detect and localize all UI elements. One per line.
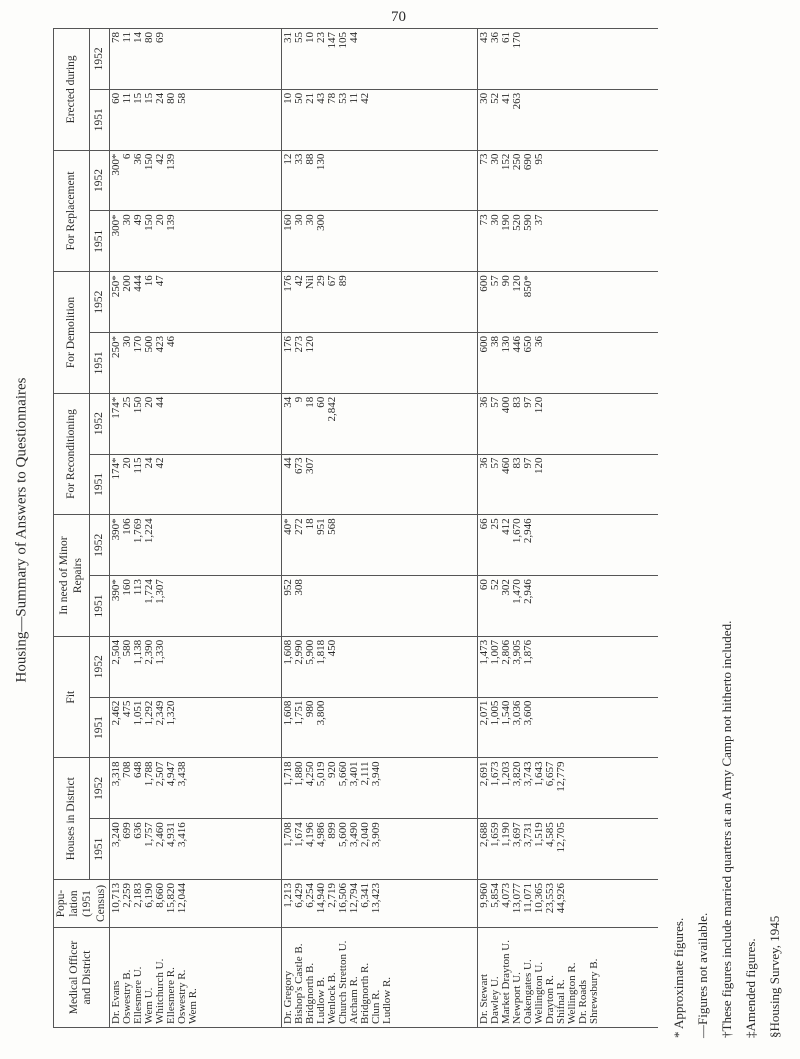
erected-1952-cell: 78 11 14 80 69 [109,29,281,90]
header-replacement: For Replacement [54,150,90,272]
year-1952: 1952 [90,393,110,454]
footnote: * Approximate figures. [671,917,686,1038]
table-row [109,29,281,1028]
header-houses: Houses in District [54,758,90,880]
demolition-1951-cell: 250* 30 170 500 423 46 [109,332,281,393]
year-1952: 1952 [90,150,110,211]
erected-1952-cell: 31 55 10 23 147 105 44 [281,29,477,90]
houses-1951-cell: 3,240 699 636 1,757 2,460 4,931 3,416 [109,819,281,880]
recon-1951-cell: 44 673 307 [281,454,477,515]
minor-1951-cell: 60 52 302 1,470 2,946 [478,576,659,637]
houses-1951-cell: 1,708 1,674 4,196 4,986 899 5,600 3,490 2,040 3,909 [281,819,477,880]
year-1952: 1952 [90,758,110,819]
fit-1952-cell: 1,473 1,007 2,806 3,905 1,876 [478,636,659,697]
minor-1951-cell: 952 308 [281,576,477,637]
fit-1952-cell: 1,608 2,990 5,900 1,818 450 [281,636,477,697]
header-minor: In need of Minor Repairs [54,515,90,637]
year-1951: 1951 [90,211,110,272]
houses-1952-cell: 2,691 1,673 1,203 3,820 3,743 1,643 6,657 12,779 [478,758,659,819]
recon-1952-cell: 36 57 400 83 97 120 [478,393,659,454]
population-cell: 10,713 2,259 2,183 6,190 8,660 15,820 12,044 [109,880,281,928]
districts-gregory: Dr. Gregory Bishop's Castle B. Bridgnorth B. Ludlow B. Wenlock B. Church Stretton U. Atcham R. Bridgnorth R. Clun R. Ludlow R. [281,928,477,1028]
houses-1952-cell: 1,718 1,880 4,250 5,019 920 5,660 3,401 2,111 3,940 [281,758,477,819]
replacement-1952-cell: 300* 6 36 150 42 139 [109,150,281,211]
housing-table-holder [53,28,658,1028]
replacement-1951-cell: 300* 30 49 150 20 139 [109,211,281,272]
fit-1951-cell: 2,462 475 1,051 1,292 2,349 1,320 [109,697,281,758]
year-1952: 1952 [90,636,110,697]
fit-1951-cell: 1,608 1,751 980 3,800 [281,697,477,758]
erected-1951-cell: 10 50 21 43 78 53 11 42 [281,89,477,150]
erected-1951-cell: 30 52 41 263 [478,89,659,150]
recon-1951-cell: 174* 20 115 24 42 [109,454,281,515]
table-row [281,29,477,1028]
year-1951: 1951 [90,697,110,758]
table-row [478,29,659,1028]
page-number: 70 [391,9,406,25]
minor-1952-cell: 40* 272 18 951 568 [281,515,477,576]
demolition-1952-cell: 176 42 Nil 29 67 89 [281,272,477,333]
districts-stewart-roads: Dr. Stewart Dawley U. Market Drayton U. Newport U. Oakengates U. Wellington U. Drayton R. Shifnal R. Wellington R. Dr. Roads Shrewsbury B. [478,928,659,1028]
replacement-1952-cell: 12 33 88 130 [281,150,477,211]
demolition-1952-cell: 250* 200 444 16 47 [109,272,281,333]
recon-1952-cell: 34 9 18 60 2,842 [281,393,477,454]
header-officer: Medical Officer and District [54,928,110,1028]
demolition-1951-cell: 600 38 130 446 650 36 [478,332,659,393]
footnote: —Figures not available. [695,912,710,1038]
year-1951: 1951 [90,819,110,880]
year-1951: 1951 [90,576,110,637]
population-cell: 1,213 6,429 6,254 14,940 2,719 16,506 12,794 6,341 13,423 [281,880,477,928]
year-1951: 1951 [90,454,110,515]
replacement-1952-cell: 73 30 152 250 690 95 [478,150,659,211]
header-population: Popu-lation (1951 Census) [54,880,110,928]
replacement-1951-cell: 73 30 190 520 590 37 [478,211,659,272]
recon-1952-cell: 174* 25 150 20 44 [109,393,281,454]
recon-1951-cell: 36 57 460 83 97 120 [478,454,659,515]
year-1952: 1952 [90,272,110,333]
population-cell: 9,960 5,854 4,073 13,077 11,071 10,365 23,553 44,926 [478,880,659,928]
districts-evans: Dr. Evans Oswestry B. Ellesmere U. Wem U. Whitchurch U. Ellesmere R. Oswestry R. Wem R. [109,928,281,1028]
footnote: §Housing Survey, 1945 [767,915,782,1038]
minor-1951-cell: 390* 160 113 1,724 1,307 [109,576,281,637]
demolition-1951-cell: 176 273 120 [281,332,477,393]
houses-1951-cell: 2,688 1,659 1,190 3,697 3,731 1,519 4,585 12,705 [478,819,659,880]
footnotes [665,560,795,1040]
header-demolition: For Demolition [54,272,90,394]
header-row-2 [90,29,110,1028]
housing-summary-table [53,28,658,1028]
minor-1952-cell: 390* 106 1,769 1,224 [109,515,281,576]
header-recon: For Reconditioning [54,393,90,515]
houses-1952-cell: 3,318 708 648 1,788 2,507 4,947 3,438 [109,758,281,819]
fit-1952-cell: 2,504 580 1,138 2,390 1,330 [109,636,281,697]
demolition-1952-cell: 600 57 90 120 850* [478,272,659,333]
erected-1951-cell: 60 11 15 15 24 80 58 [109,89,281,150]
year-1951: 1951 [90,89,110,150]
erected-1952-cell: 43 36 61 170 [478,29,659,90]
footnote: †These figures include married quarters at an Army Camp not hitherto included. [719,620,734,1038]
footnote: ‡Amended figures. [743,938,758,1038]
year-1952: 1952 [90,29,110,90]
minor-1952-cell: 66 25 412 1,670 2,946 [478,515,659,576]
header-fit: Fit [54,636,90,758]
header-row-1 [54,29,90,1028]
year-1952: 1952 [90,515,110,576]
year-1951: 1951 [90,332,110,393]
fit-1951-cell: 2,071 1,005 1,540 3,036 3,600 [478,697,659,758]
header-erected: Erected during [54,29,90,151]
side-title: Housing—Summary of Answers to Questionnaires [13,377,30,683]
replacement-1951-cell: 160 30 30 300 [281,211,477,272]
